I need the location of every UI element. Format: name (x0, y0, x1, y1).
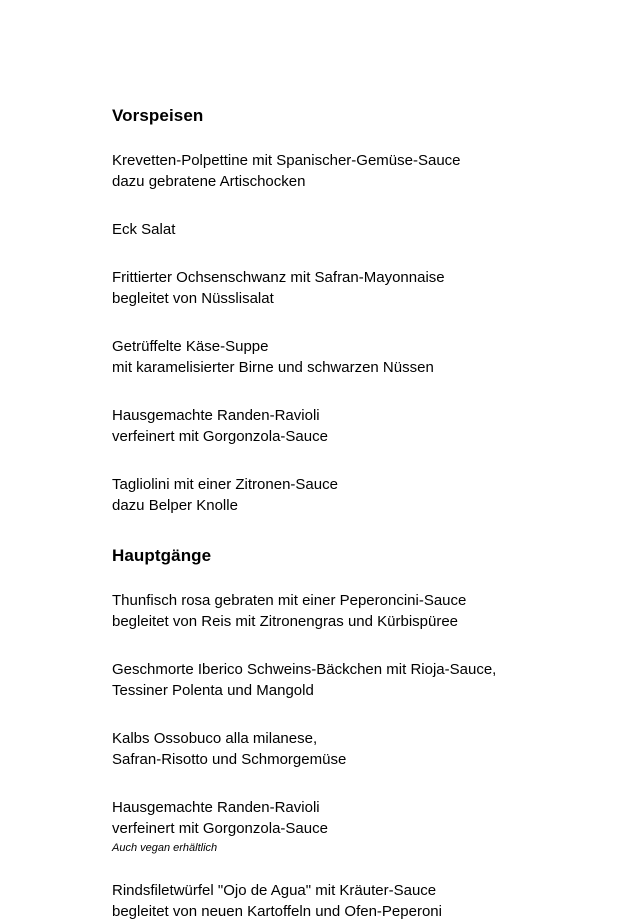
dish-item (112, 267, 640, 309)
dish-line: begleitet von neuen Kartoffeln und Ofen-Peperoni (112, 903, 442, 920)
dish-line: Thunfisch rosa gebraten mit einer Peperoncini-Sauce (112, 592, 467, 609)
menu-section-hauptgaenge (112, 545, 640, 922)
dish-line: Frittierter Ochsenschwanz mit Safran-Mayonnaise (112, 269, 445, 286)
dish-line: dazu Belper Knolle (112, 497, 238, 514)
dish-line: Geschmorte Iberico Schweins-Bäckchen mit Rioja-Sauce, (112, 661, 497, 678)
dish-line: Tessiner Polenta und Mangold (112, 682, 314, 699)
dish-line: Getrüffelte Käse-Suppe (112, 338, 269, 355)
dish-line: Safran-Risotto und Schmorgemüse (112, 751, 347, 768)
dish-line: Hausgemachte Randen-Ravioli (112, 799, 320, 816)
dish-item (112, 336, 640, 378)
dish-line: Kalbs Ossobuco alla milanese, (112, 730, 318, 747)
section-heading-vorspeisen: Vorspeisen (112, 106, 204, 125)
dish-item (112, 150, 640, 192)
dish-item (112, 880, 640, 922)
dish-item (112, 590, 640, 632)
dish-item (112, 659, 640, 701)
dish-line: Rindsfiletwürfel "Ojo de Agua" mit Kräuter-Sauce (112, 882, 437, 899)
dish-line: Hausgemachte Randen-Ravioli (112, 407, 320, 424)
dish-line: mit karamelisierter Birne und schwarzen Nüssen (112, 359, 434, 376)
dish-item (112, 474, 640, 516)
dish-item (112, 405, 640, 447)
dish-item (112, 219, 640, 240)
dish-line: verfeinert mit Gorgonzola-Sauce (112, 428, 328, 445)
section-heading-hauptgaenge: Hauptgänge (112, 546, 212, 565)
dish-list-hauptgaenge (112, 590, 640, 922)
dish-line: dazu gebratene Artischocken (112, 173, 306, 190)
menu-section-vorspeisen (112, 105, 640, 516)
dish-line: begleitet von Nüsslisalat (112, 290, 274, 307)
dish-item (112, 797, 640, 856)
dish-item (112, 728, 640, 770)
dish-list-vorspeisen (112, 150, 640, 516)
dish-line: begleitet von Reis mit Zitronengras und Kürbispüree (112, 613, 459, 630)
dish-line: Krevetten-Polpettine mit Spanischer-Gemüse-Sauce (112, 152, 461, 169)
dish-line: Tagliolini mit einer Zitronen-Sauce (112, 476, 338, 493)
dish-line: Eck Salat (112, 221, 176, 238)
dish-line: verfeinert mit Gorgonzola-Sauce (112, 820, 328, 837)
dish-note-vegan: Auch vegan erhältlich (112, 842, 218, 854)
